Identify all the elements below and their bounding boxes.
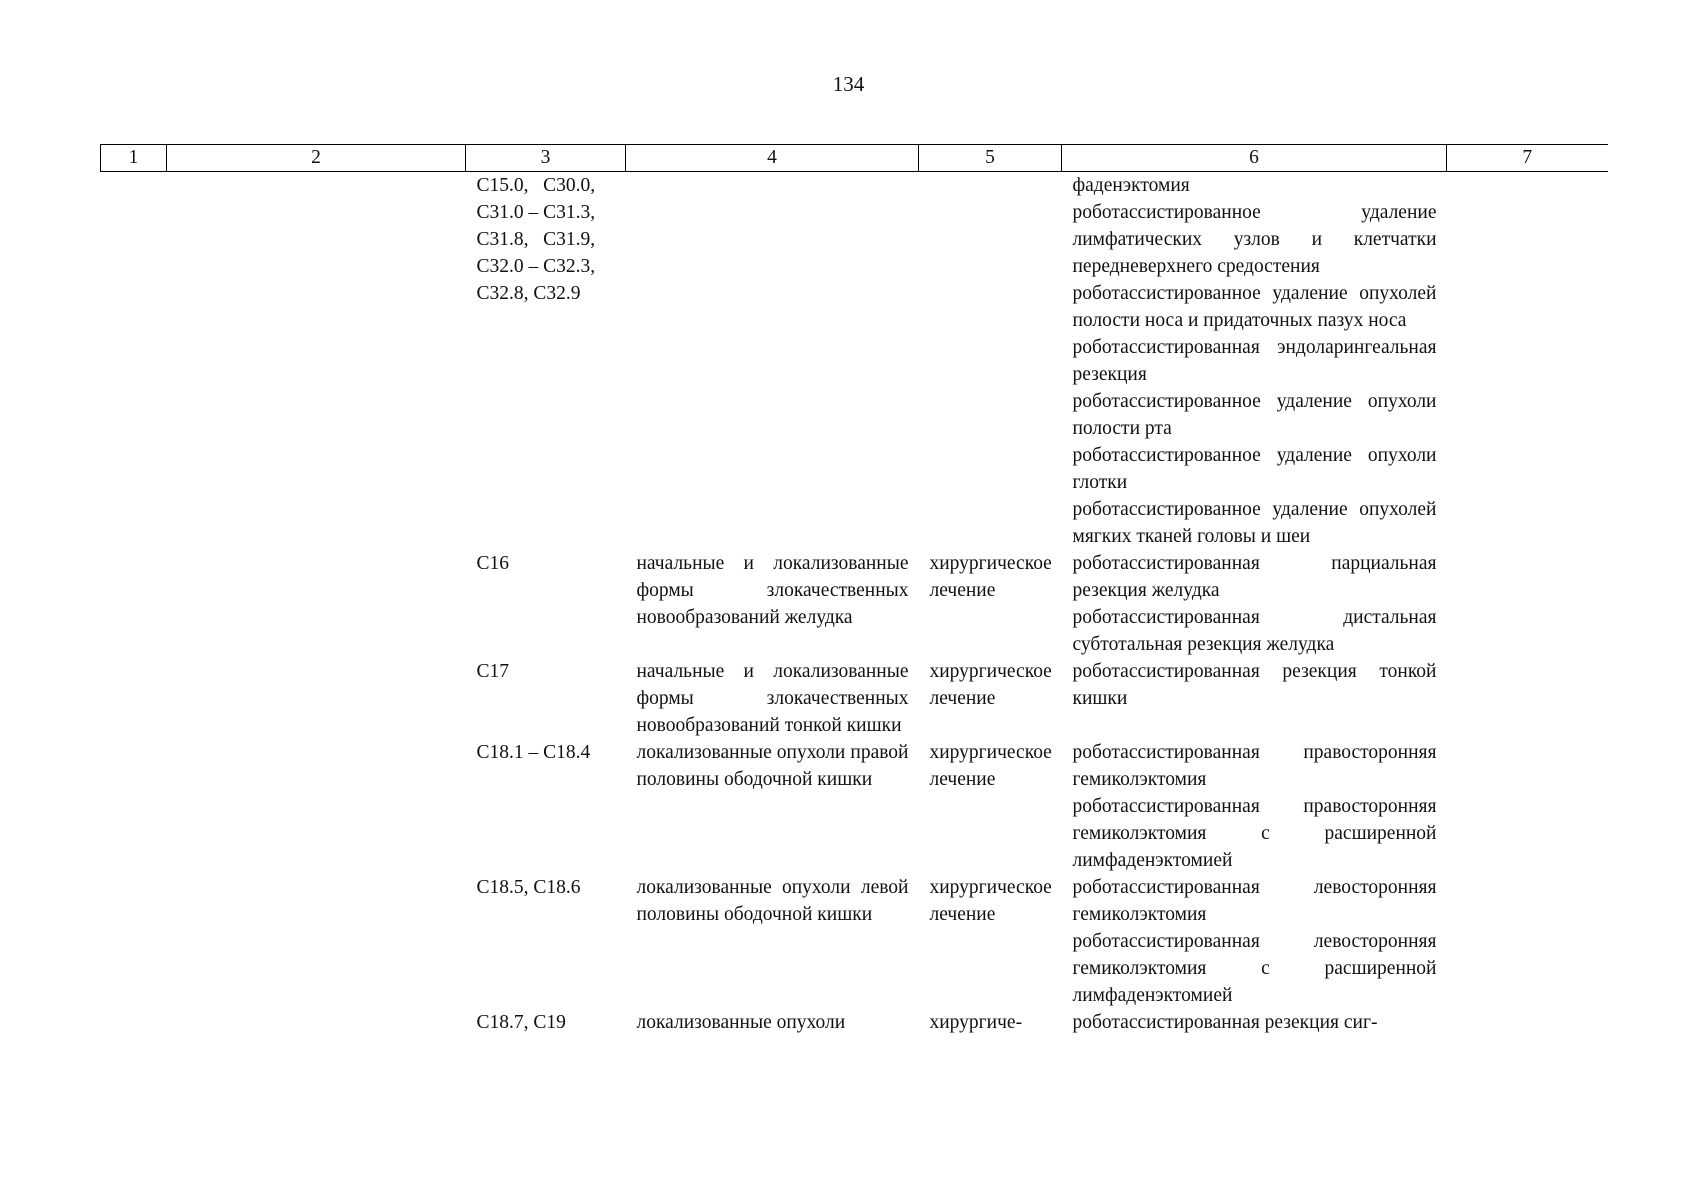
column-number-7: 7 <box>1447 145 1608 172</box>
diagnosis-code: C31.0 – C31.3, <box>476 202 596 223</box>
cell-col-2 <box>167 739 466 874</box>
diagnosis-code: C18.5, C18.6 <box>476 877 581 898</box>
method-line: роботассистированная правосторонняя гемиколэктомия с расширенной лимфаденэктомией <box>1072 796 1437 871</box>
description-line: локализованные опухоли правой половины ободочной кишки <box>636 742 909 790</box>
cell-description <box>626 739 919 874</box>
diagnosis-code: C16 <box>476 553 510 574</box>
treatment-line: хирургиче- <box>929 1012 1023 1033</box>
column-number-6: 6 <box>1062 145 1447 172</box>
method-line: роботассистированное удаление опухоли полости рта <box>1072 391 1437 439</box>
cell-description <box>626 172 919 551</box>
cell-col-1 <box>101 739 167 874</box>
treatment-line: хирургическое лечение <box>929 661 1052 709</box>
cell-col-1 <box>101 874 167 1009</box>
table-row <box>101 172 1608 551</box>
cell-col-2 <box>167 550 466 658</box>
cell-col-2 <box>167 874 466 1009</box>
cell-col-7 <box>1447 550 1608 658</box>
cell-methods <box>1062 1009 1447 1036</box>
column-number-2: 2 <box>167 145 466 172</box>
treatment-line: хирургическое лечение <box>929 877 1052 925</box>
method-line: роботассистированная резекция сиг- <box>1072 1012 1378 1033</box>
method-line: роботассистированная эндоларингеальная резекция <box>1072 337 1437 385</box>
method-line: роботассистированная парциальная резекция желудка <box>1072 553 1437 601</box>
cell-codes <box>466 739 626 874</box>
cell-codes <box>466 550 626 658</box>
cell-col-7 <box>1447 658 1608 739</box>
treatment-line: хирургическое лечение <box>929 553 1052 601</box>
cell-methods <box>1062 172 1447 551</box>
cell-methods <box>1062 874 1447 1009</box>
table-row <box>101 550 1608 658</box>
cell-description <box>626 1009 919 1036</box>
method-line: роботассистированная левосторонняя гемиколэктомия с расширенной лимфаденэктомией <box>1072 931 1437 1006</box>
cell-codes <box>466 1009 626 1036</box>
method-line: роботассистированная левосторонняя гемиколэктомия <box>1072 877 1437 925</box>
description-line: начальные и локализованные формы злокачественных новообразований желудка <box>636 553 909 628</box>
table-body <box>101 172 1608 1037</box>
page-number: 134 <box>832 72 865 96</box>
cell-col-2 <box>167 1009 466 1036</box>
column-number-row <box>101 145 1608 172</box>
diagnosis-code: C15.0, C30.0, <box>476 175 596 196</box>
method-line: роботассистированное удаление лимфатических узлов и клетчатки передневерхнего средостения <box>1072 202 1437 277</box>
cell-codes <box>466 658 626 739</box>
cell-description <box>626 874 919 1009</box>
cell-treatment <box>919 172 1062 551</box>
method-line: роботассистированное удаление опухолей мягких тканей головы и шеи <box>1072 499 1437 547</box>
cell-col-7 <box>1447 172 1608 551</box>
cell-methods <box>1062 550 1447 658</box>
diagnosis-code: C17 <box>476 661 510 682</box>
cell-col-2 <box>167 172 466 551</box>
column-number-3: 3 <box>466 145 626 172</box>
cell-methods <box>1062 658 1447 739</box>
description-line: локализованные опухоли левой половины ободочной кишки <box>636 877 909 925</box>
method-line: роботассистированная правосторонняя гемиколэктомия <box>1072 742 1437 790</box>
diagnosis-code: C31.8, C31.9, <box>476 229 596 250</box>
cell-col-1 <box>101 550 167 658</box>
table-row <box>101 1009 1608 1036</box>
cell-codes <box>466 172 626 551</box>
cell-col-1 <box>101 658 167 739</box>
method-line: роботассистированное удаление опухолей полости носа и придаточных пазух носа <box>1072 283 1437 331</box>
cell-treatment <box>919 739 1062 874</box>
cell-description <box>626 550 919 658</box>
cell-col-1 <box>101 172 167 551</box>
cell-treatment <box>919 874 1062 1009</box>
method-line: роботассистированное удаление опухоли глотки <box>1072 445 1437 493</box>
cell-col-7 <box>1447 739 1608 874</box>
method-line: фаденэктомия <box>1072 175 1190 196</box>
procedures-table <box>100 144 1608 1036</box>
cell-col-1 <box>101 1009 167 1036</box>
table-row <box>101 658 1608 739</box>
cell-methods <box>1062 739 1447 874</box>
cell-description <box>626 658 919 739</box>
column-number-5: 5 <box>919 145 1062 172</box>
description-line: начальные и локализованные формы злокачественных новообразований тонкой кишки <box>636 661 909 736</box>
cell-col-2 <box>167 658 466 739</box>
cell-treatment <box>919 550 1062 658</box>
diagnosis-code: C18.1 – C18.4 <box>476 742 591 763</box>
table-row <box>101 739 1608 874</box>
cell-col-7 <box>1447 874 1608 1009</box>
diagnosis-code: C32.0 – C32.3, <box>476 256 596 277</box>
column-number-4: 4 <box>626 145 919 172</box>
cell-codes <box>466 874 626 1009</box>
method-line: роботассистированная дистальная субтотальная резекция желудка <box>1072 607 1437 655</box>
column-number-1: 1 <box>101 145 167 172</box>
cell-treatment <box>919 658 1062 739</box>
treatment-line: хирургическое лечение <box>929 742 1052 790</box>
table-row <box>101 874 1608 1009</box>
diagnosis-code: C32.8, C32.9 <box>476 283 581 304</box>
method-line: роботассистированная резекция тонкой кишки <box>1072 661 1437 709</box>
diagnosis-code: C18.7, C19 <box>476 1012 566 1033</box>
description-line: локализованные опухоли <box>636 1012 846 1033</box>
cell-col-7 <box>1447 1009 1608 1036</box>
cell-treatment <box>919 1009 1062 1036</box>
